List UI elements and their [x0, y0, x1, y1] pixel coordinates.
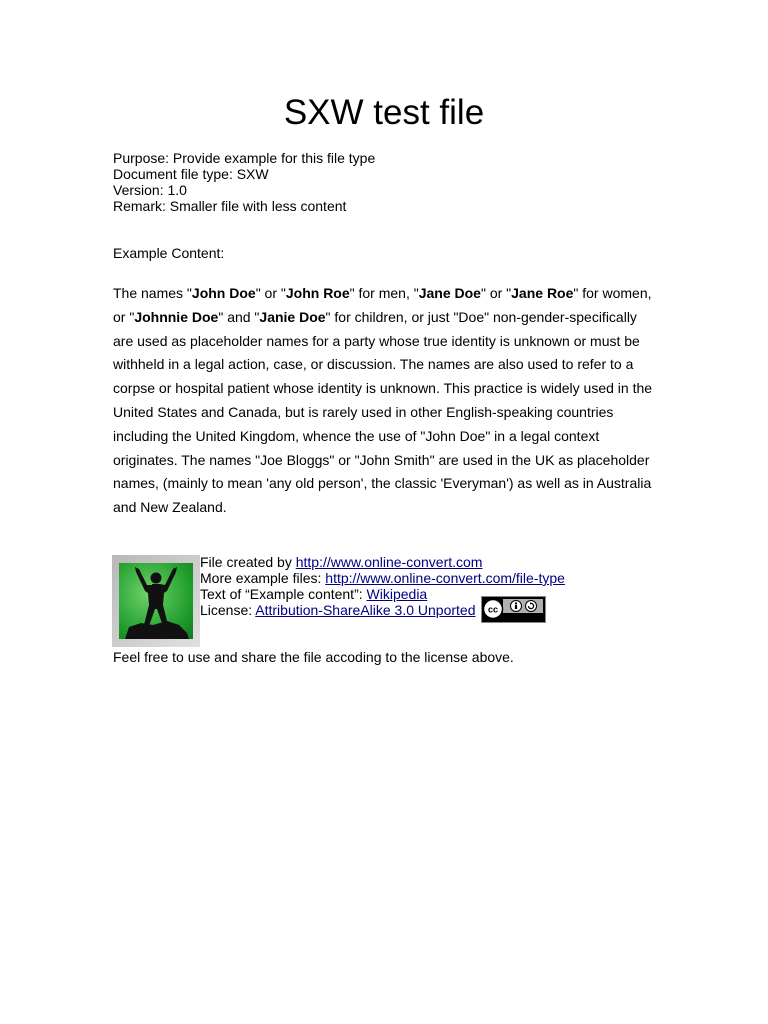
body-text-5: " for women, or " [113, 285, 652, 325]
page-title: SXW test file [283, 93, 485, 132]
cc-by-sa-icon[interactable] [481, 596, 546, 623]
example-content-paragraph [113, 282, 653, 520]
body-text-3: " for men, " [349, 285, 419, 301]
meta-remark: Remark: Smaller file with less content [113, 198, 347, 214]
online-convert-link[interactable]: http://www.online-convert.com [295, 554, 483, 570]
body-text-4: " or " [480, 285, 512, 301]
name-janie-doe: Janie Doe [259, 308, 326, 325]
meta-version: Version: 1.0 [113, 182, 187, 198]
name-johnnie-doe: Johnnie Doe [134, 308, 219, 325]
meta-file-type: Document file type: SXW [113, 166, 269, 182]
wikipedia-link[interactable]: Wikipedia [366, 586, 428, 602]
document-meta [113, 150, 375, 214]
body-text-6: " and " [218, 308, 260, 325]
file-type-link[interactable]: http://www.online-convert.com/file-type [325, 570, 565, 586]
example-content-heading: Example Content: [113, 245, 225, 261]
svg-text:cc: cc [487, 604, 499, 615]
credits-text-source: Text of “Example content”: Wikipedia [200, 586, 428, 602]
footer-note: Feel free to use and share the file accoding to the license above. [113, 649, 514, 665]
name-john-roe: John Roe [285, 285, 350, 301]
credits-created: File created by http://www.online-convert.com [200, 554, 483, 570]
person-silhouette-icon [112, 555, 200, 647]
license-link[interactable]: Attribution-ShareAlike 3.0 Unported [255, 602, 476, 618]
name-jane-doe: Jane Doe [418, 285, 481, 301]
body-text-2: " or " [255, 285, 286, 301]
body-text-1: The names " [113, 285, 192, 301]
name-john-doe: John Doe [191, 285, 256, 301]
credits-license: License: Attribution-ShareAlike 3.0 Unported [200, 602, 476, 618]
name-jane-roe: Jane Roe [511, 285, 574, 301]
credits-more-files: More example files: http://www.online-convert.com/file-type [200, 570, 565, 586]
body-text-7: " for children, or just "Doe" non-gender-specifically are used as placeholder names for a party whose true identity is unknown or must be withheld in a legal action, case, or discussion. The names are also used to refer to a corpse or hospital patient whose identity is unknown. This practice is widely used in the United States and Canada, but is rarely used in other English-speaking countries including the United Kingdom, whence the use of "John Doe" in a legal context originates. The names "Joe Bloggs" or "John Smith" are used in the UK as placeholder names, (mainly to mean 'any old person', the classic 'Everyman') as well as in Australia and New Zealand. [113, 308, 653, 516]
meta-purpose: Purpose: Provide example for this file type [113, 150, 376, 166]
